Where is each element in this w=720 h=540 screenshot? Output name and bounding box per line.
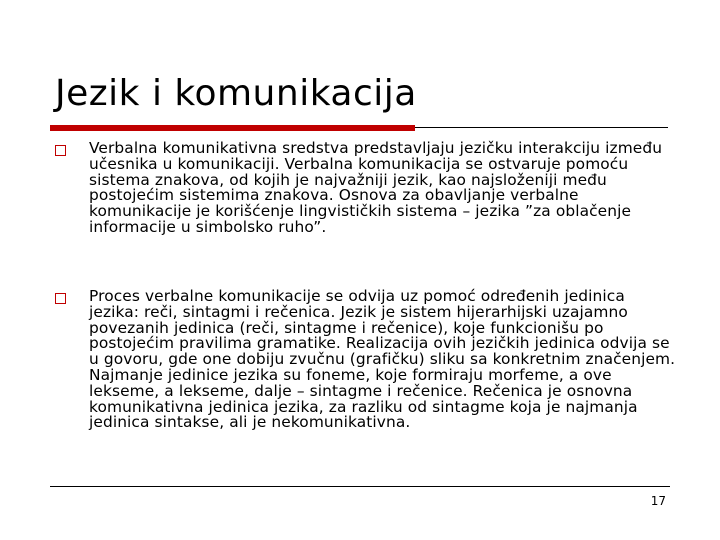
bullet-text: Proces verbalne komunikacije se odvija uz pomoć određenih jedinica jezika: reči, sintagmi i rečenica. Jezik je sistem hijerarhijski uzajamno povezanih jedinica (reči, sintagme i rečenice), koje funkcionišu po postojećim pravilima gramatike. Realizacija ovih jezičkih jedinica odvija se u govoru, gde one dobiju zvučnu (grafičku) sliku sa konkretnim značenjem. Najmanje jedinice jezika su foneme, koje formiraju morfeme, a ove lekseme, a lekseme, dalje – sintagme i rečenice. Rečenica je osnovna komunikativna jedinica jezika, za razliku od sintagme koja je najmanja jedinica sintakse, ali je nekomunikativna.	[89, 287, 676, 432]
bullet-text: Verbalna komunikativna sredstva predstavljaju jezičku interakciju između učesnika u komunikaciji. Verbalna komunikacija se ostvaruje pomoću sistema znakova, od kojih je najvažniji jezik, kao najsloženiji među postojećim sistemima znakova. Osnova za obavljanje verbalne komunikacije je korišćenje lingvističkih sistema – jezika ”za oblačenje informacije u simbolsko ruho”.	[89, 139, 663, 236]
footer-divider	[50, 486, 670, 487]
slide-title: Jezik i komunikacija	[55, 73, 417, 114]
page-number: 17	[650, 494, 666, 508]
hollow-square-bullet-icon	[55, 145, 66, 156]
hollow-square-bullet-icon	[55, 293, 66, 304]
title-accent-bar	[50, 125, 415, 131]
